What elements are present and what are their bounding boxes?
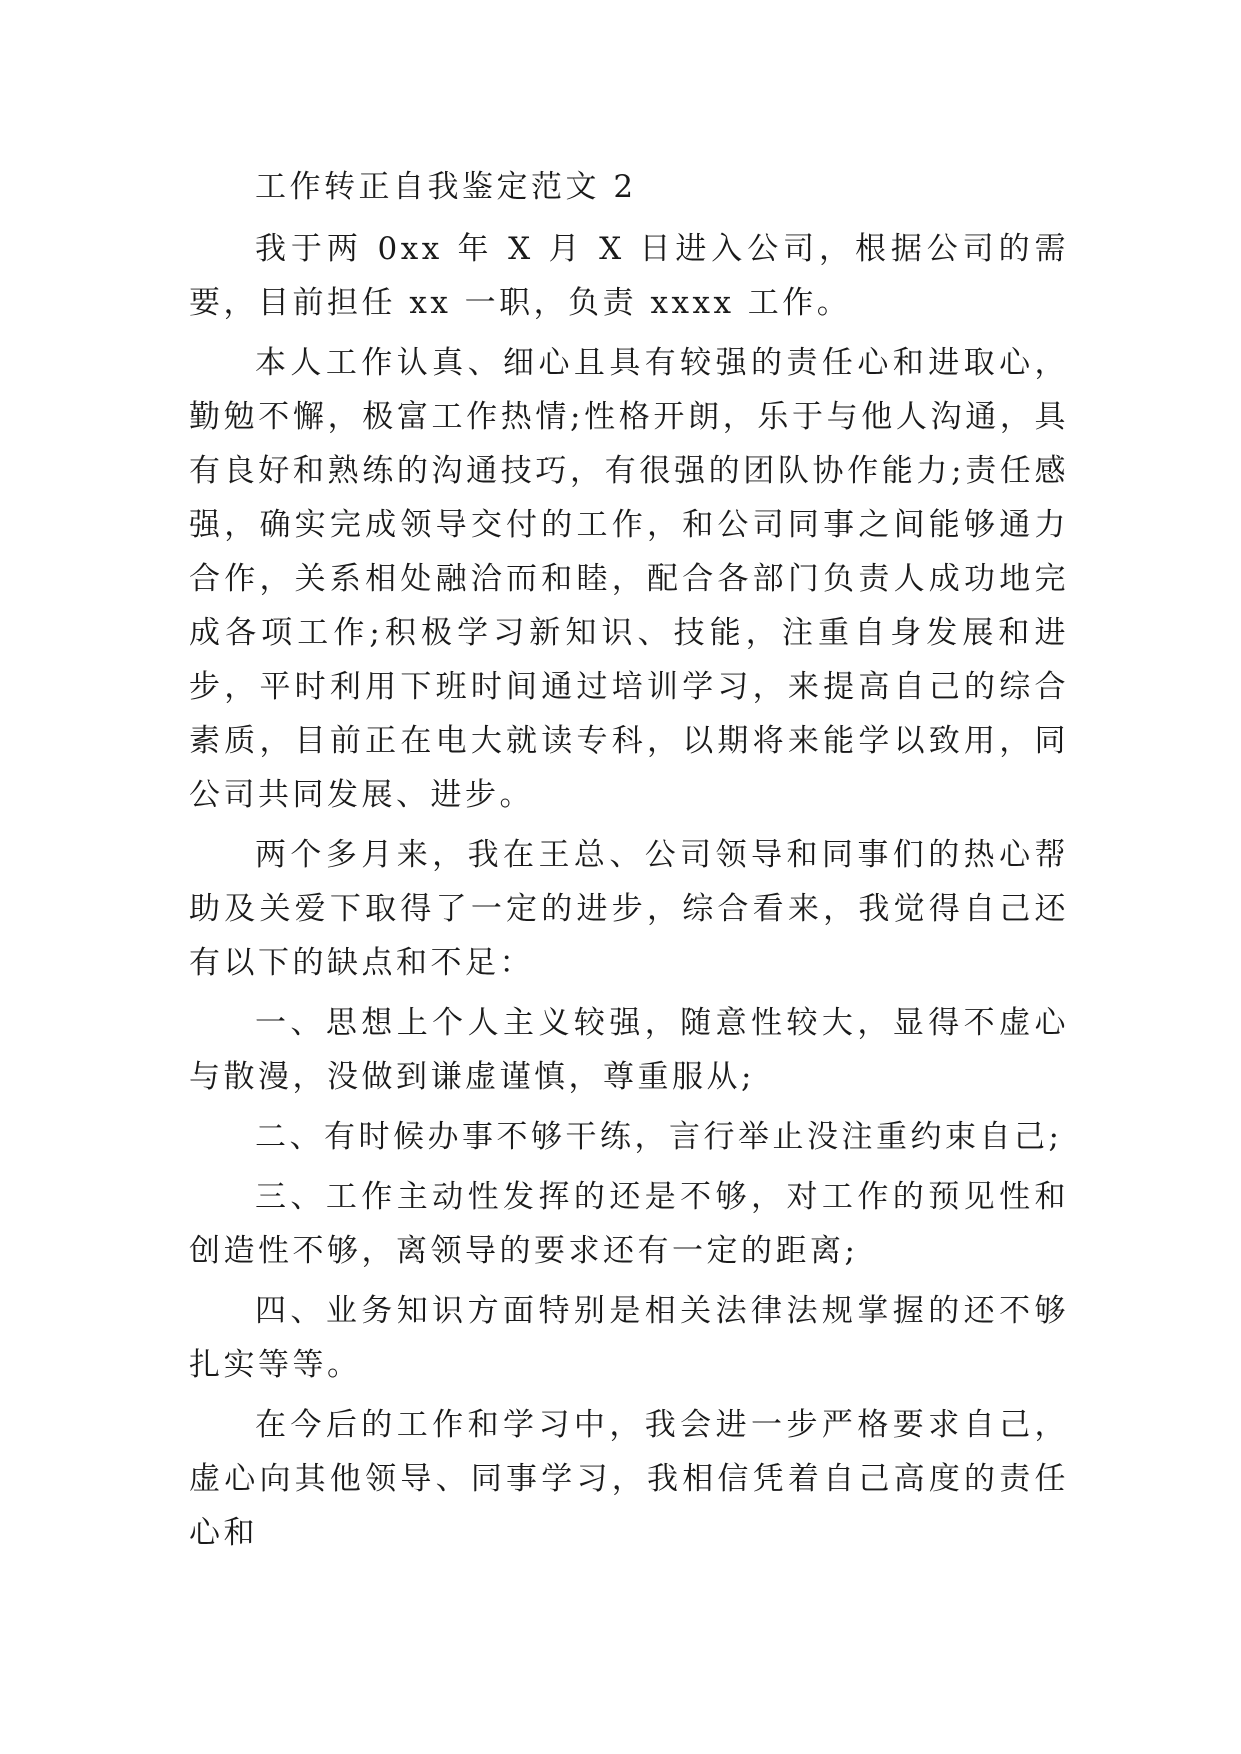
paragraph-shortcoming-4: 四、业务知识方面特别是相关法律法规掌握的还不够扎实等等。 xyxy=(189,1293,1069,1383)
document-body xyxy=(189,160,1069,1566)
paragraph-self-assessment: 本人工作认真、细心且具有较强的责任心和进取心，勤勉不懈，极富工作热情;性格开朗，乐于与他人沟通，具有良好和熟练的沟通技巧，有很强的团队协作能力;责任感强，确实完成领导交付的工作，和公司同事之间能够通力合作，关系相处融洽而和睦，配合各部门负责人成功地完成各项工作;积极学习新知识、技能，注重自身发展和进步，平时利用下班时间通过培训学习，来提高自己的综合素质，目前正在电大就读专科，以期将来能学以致用，同公司共同发展、进步。 xyxy=(189,345,1069,813)
paragraph-shortcoming-1: 一、思想上个人主义较强，随意性较大，显得不虚心与散漫，没做到谦虚谨慎，尊重服从; xyxy=(189,1005,1069,1095)
paragraph-intro: 我于两 0xx 年 X 月 X 日进入公司，根据公司的需要，目前担任 xx 一职，负责 xxxx 工作。 xyxy=(189,231,1069,321)
paragraph-shortcomings-intro: 两个多月来，我在王总、公司领导和同事们的热心帮助及关爱下取得了一定的进步，综合看来，我觉得自己还有以下的缺点和不足： xyxy=(189,837,1069,981)
paragraph-future-plan: 在今后的工作和学习中，我会进一步严格要求自己，虚心向其他领导、同事学习，我相信凭着自己高度的责任心和 xyxy=(189,1407,1069,1551)
document-title: 工作转正自我鉴定范文 2 xyxy=(255,169,637,205)
paragraph-shortcoming-2: 二、有时候办事不够干练，言行举止没注重约束自己; xyxy=(255,1119,1063,1155)
paragraph-shortcoming-3: 三、工作主动性发挥的还是不够，对工作的预见性和创造性不够，离领导的要求还有一定的距离; xyxy=(189,1179,1069,1269)
